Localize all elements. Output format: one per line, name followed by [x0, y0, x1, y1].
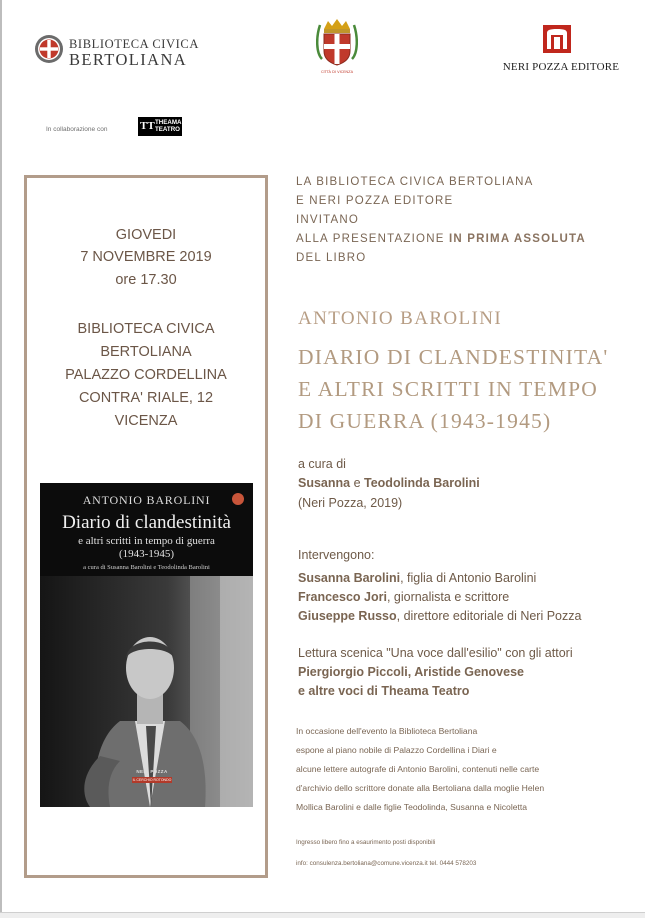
bertoliana-name-line1: BIBLIOTECA CIVICA	[69, 37, 199, 51]
theama-mark: TT	[140, 120, 155, 132]
book-title-line: DI GUERRA (1943-1945)	[298, 409, 552, 433]
venue-line: BIBLIOTECA CIVICA	[77, 321, 215, 337]
biblioteca-bertoliana-logo	[34, 33, 199, 73]
theama-teatro-logo	[138, 117, 182, 136]
cover-publisher-badge-icon	[232, 493, 244, 505]
invitation-line: DEL LIBRO	[296, 252, 367, 264]
reading-actors: Piergiorgio Piccoli, Aristide Genovese	[298, 665, 524, 679]
crest-caption: CITTÀ DI VICENZA	[320, 70, 354, 74]
neri-pozza-logo	[500, 25, 622, 75]
cover-author: ANTONIO BAROLINI	[82, 493, 211, 507]
reading-voices: e altre voci di Theama Teatro	[298, 684, 470, 698]
cover-subtitle-line2: (1943-1945)	[119, 548, 174, 560]
theama-name: THEAMA TEATRO	[155, 119, 182, 133]
event-time: ore 17.30	[115, 272, 177, 288]
cover-series: IL CERCHIO ROTONDO	[132, 778, 172, 782]
speaker-line: Giuseppe Russo, direttore editoriale di Neri Pozza	[298, 609, 582, 623]
collaboration-label: In collaborazione con	[46, 126, 108, 133]
bertoliana-seal-icon	[34, 34, 64, 64]
neri-pozza-name: NERI POZZA EDITORE	[502, 61, 620, 73]
info-contact: info: consulenza.bertoliana@comune.vicenza.it tel. 0444 578203	[296, 860, 477, 867]
speaker-line: Francesco Jori, giornalista e scrittore	[298, 590, 510, 604]
book-title-line: DIARIO DI CLANDESTINITA'	[298, 345, 609, 369]
venue-line: VICENZA	[114, 413, 178, 429]
bertoliana-name-line2: BERTOLIANA	[69, 50, 188, 69]
vicenza-crest-icon	[316, 17, 358, 75]
reading-line: Lettura scenica "Una voce dall'esilio" con gli attori	[298, 646, 573, 660]
invitation-line: ALLA PRESENTAZIONE IN PRIMA ASSOLUTA	[296, 233, 586, 245]
event-date: 7 NOVEMBRE 2019	[80, 249, 212, 265]
book-title-line: E ALTRI SCRITTI IN TEMPO	[298, 377, 598, 401]
venue-line: CONTRA' RIALE, 12	[78, 390, 214, 406]
invitation-line: LA BIBLIOTECA CIVICA BERTOLIANA	[296, 176, 534, 188]
page-edge-left	[0, 0, 2, 917]
invitation-line: E NERI POZZA EDITORE	[296, 195, 454, 207]
speakers-label: Intervengono:	[298, 548, 375, 562]
exhibition-line: espone al piano nobile di Palazzo Cordellina i Diari e	[296, 745, 497, 755]
cover-publisher: NERI POZZA	[136, 769, 168, 774]
book-author-heading: ANTONIO BAROLINI	[298, 308, 503, 329]
book-cover-image	[40, 483, 253, 807]
neri-pozza-mark-icon	[543, 25, 571, 53]
entry-note: Ingresso libero fino a esaurimento posti disponibili	[296, 839, 436, 846]
edition-line: (Neri Pozza, 2019)	[298, 496, 403, 510]
venue-line: BERTOLIANA	[100, 344, 192, 360]
cover-subtitle-line1: e altri scritti in tempo di guerra	[78, 535, 215, 547]
cover-curators: a cura di Susanna Barolini e Teodolinda Barolini	[83, 564, 210, 571]
venue-line: PALAZZO CORDELLINA	[65, 367, 227, 383]
curators-line: Susanna e Teodolinda Barolini	[298, 476, 480, 490]
exhibition-line: Mollica Barolini e dalle figlie Teodolinda, Susanna e Nicoletta	[296, 802, 528, 812]
cover-title: Diario di clandestinità	[62, 512, 231, 533]
event-day: GIOVEDI	[115, 227, 177, 243]
exhibition-line: d'archivio dello scrittore donate alla Bertoliana dalla moglie Helen	[296, 783, 545, 793]
exhibition-line: In occasione dell'evento la Biblioteca Bertoliana	[296, 726, 478, 736]
invitation-line: INVITANO	[296, 214, 360, 226]
speaker-line: Susanna Barolini, figlia di Antonio Barolini	[298, 571, 537, 585]
exhibition-line: alcune lettere autografe di Antonio Barolini, contenuti nelle carte	[296, 764, 540, 774]
page-edge-bottom	[0, 912, 645, 918]
curated-by-label: a cura di	[298, 457, 346, 471]
